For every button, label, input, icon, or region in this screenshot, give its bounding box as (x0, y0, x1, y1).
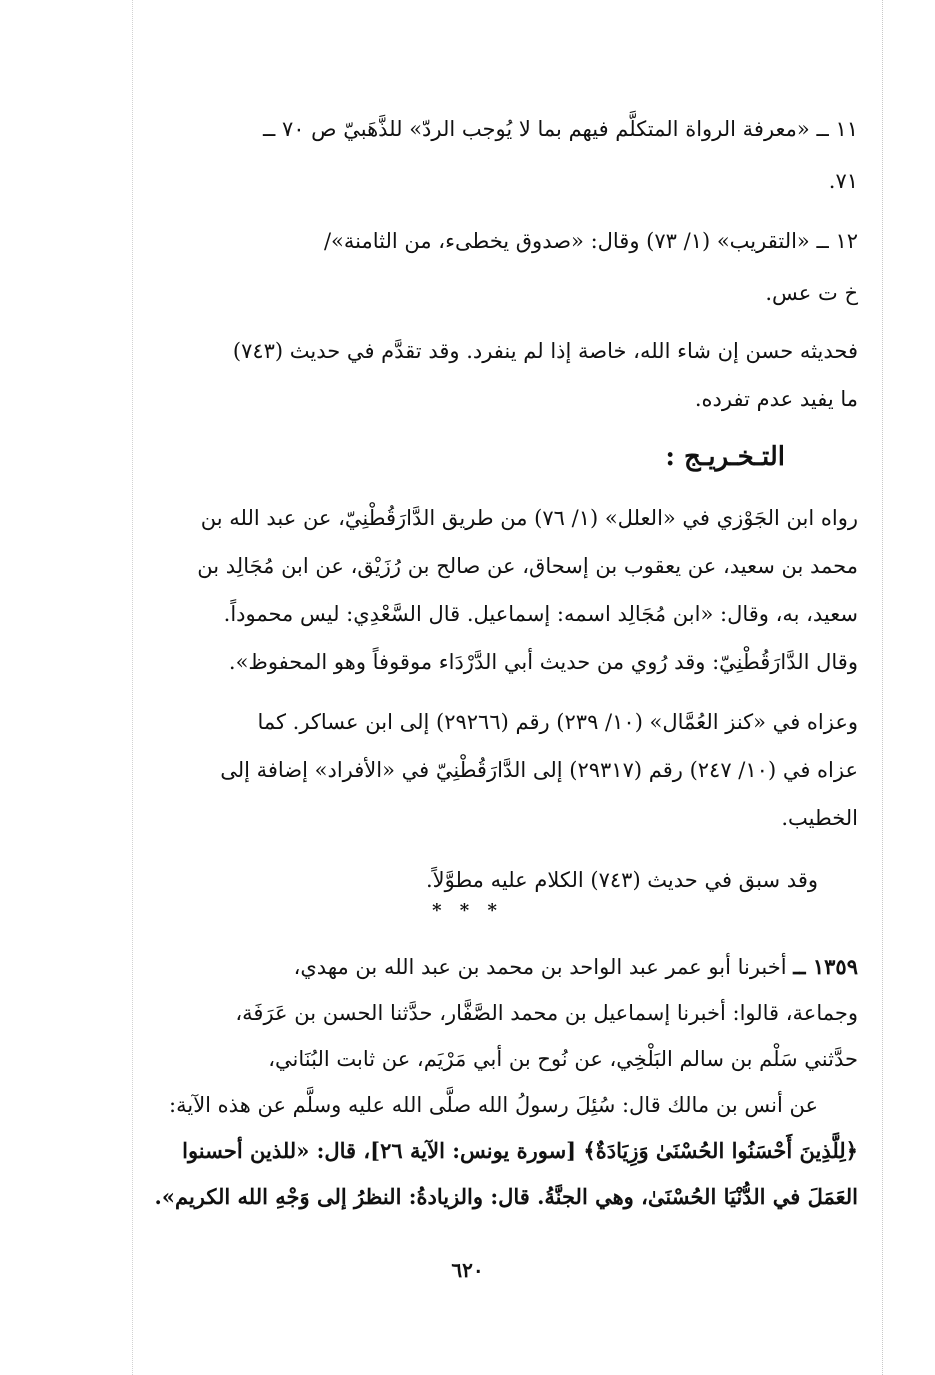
hadith-line4: عن أنس بن مالك قال: سُئِلَ رسولُ الله صلَّى الله عليه وسلَّم عن هذه الآية: (169, 1093, 818, 1117)
hadith-line2: وجماعة، قالوا: أخبرنا إسماعيل بن محمد الصَّفَّار، حدَّثنا الحسن بن عَرَفَة، (235, 1001, 858, 1025)
hadith-isnad (104, 944, 858, 1220)
takhrij-p2-line1: وعزاه في «كنز العُمَّال» (١٠/ ٢٣٩) رقم (٢٩٢٦٦) إلى ابن عساكر. كما (257, 710, 858, 734)
judgment-paragraph (104, 327, 858, 423)
scan-border-right (882, 0, 883, 1375)
note-12-line2: خ ت عس. (765, 281, 858, 305)
hadith-number: ١٣٥٩ ــ (793, 954, 858, 979)
note-11-line1: ١١ ــ «معرفة الرواة المتكلَّم فيهم بما لا يُوجب الردّ» للذَّهَبيّ ص ٧٠ ــ (262, 117, 858, 141)
takhrij-section (104, 494, 858, 904)
hadith-line6: العَمَلَ في الدُّنْيَا الحُسْنَىٰ، وهي الجنَّةُ. قال: والزيادةُ: النظرُ إلى وَجْهِ الله الكريم». (154, 1184, 858, 1209)
note-12 (104, 215, 858, 319)
takhrij-p1-line1: رواه ابن الجَوْزي في «العلل» (١/ ٧٦) من طريق الدَّارَقُطْنِيّ، عن عبد الله بن (200, 506, 858, 530)
takhrij-paragraph-2 (104, 698, 858, 842)
judgment-line1: فحديثه حسن إن شاء الله، خاصة إذا لم ينفرد. وقد تقدَّم في حديث (٧٤٣) (232, 339, 858, 363)
takhrij-paragraph-1 (104, 494, 858, 686)
page-number: ٦٢٠ (451, 1258, 484, 1282)
takhrij-p2-line2: عزاه في (١٠/ ٢٤٧) رقم (٢٩٣١٧) إلى الدَّارَقُطْنِيّ في «الأفراد» إضافة إلى (220, 758, 858, 782)
hadith-line3: حدَّثني سَلْم بن سالم البَلْخِي، عن نُوح بن أبي مَرْيَم، عن ثابت البُنَاني، (268, 1047, 858, 1071)
takhrij-p2-line3: الخطيب. (781, 806, 858, 830)
judgment-line2: ما يفيد عدم تفرده. (694, 387, 858, 411)
section-separator: * * * (432, 900, 503, 921)
note-12-line1: ١٢ ــ «التقريب» (١/ ٧٣) وقال: «صدوق يخطىء، من الثامنة»/ (323, 229, 858, 253)
takhrij-p1-line2: محمد بن سعيد، عن يعقوب بن إسحاق، عن صالح بن رُزَيْق، عن ابن مُجَالِد بن (197, 554, 858, 578)
takhrij-paragraph-3 (104, 856, 858, 904)
hadith-line1: أخبرنا أبو عمر عبد الواحد بن محمد بن عبد الله بن مهدي، (293, 955, 787, 979)
hadith-line5: ﴿لِلَّذِينَ أَحْسَنُوا الحُسْنَىٰ وَزِيَادَةٌ﴾ [سورة يونس: الآية ٢٦]، قال: «للذين أحسنوا (182, 1138, 858, 1163)
note-11-line2: ٧١. (828, 169, 858, 193)
takhrij-heading: التـخـريـج : (665, 442, 785, 472)
takhrij-p1-line4: وقال الدَّارَقُطْنِيّ: وقد رُوي من حديث أبي الدَّرْدَاء موقوفاً وهو المحفوظ». (228, 650, 858, 674)
takhrij-p1-line3: سعيد، به، وقال: «ابن مُجَالِد اسمه: إسماعيل. قال السَّعْدِي: ليس محموداً. (223, 602, 858, 626)
rawi-notes (104, 103, 858, 423)
note-11 (104, 103, 858, 207)
hadith-section (104, 944, 858, 1220)
takhrij-p3-line1: وقد سبق في حديث (٧٤٣) الكلام عليه مطوَّلاً. (425, 868, 818, 892)
